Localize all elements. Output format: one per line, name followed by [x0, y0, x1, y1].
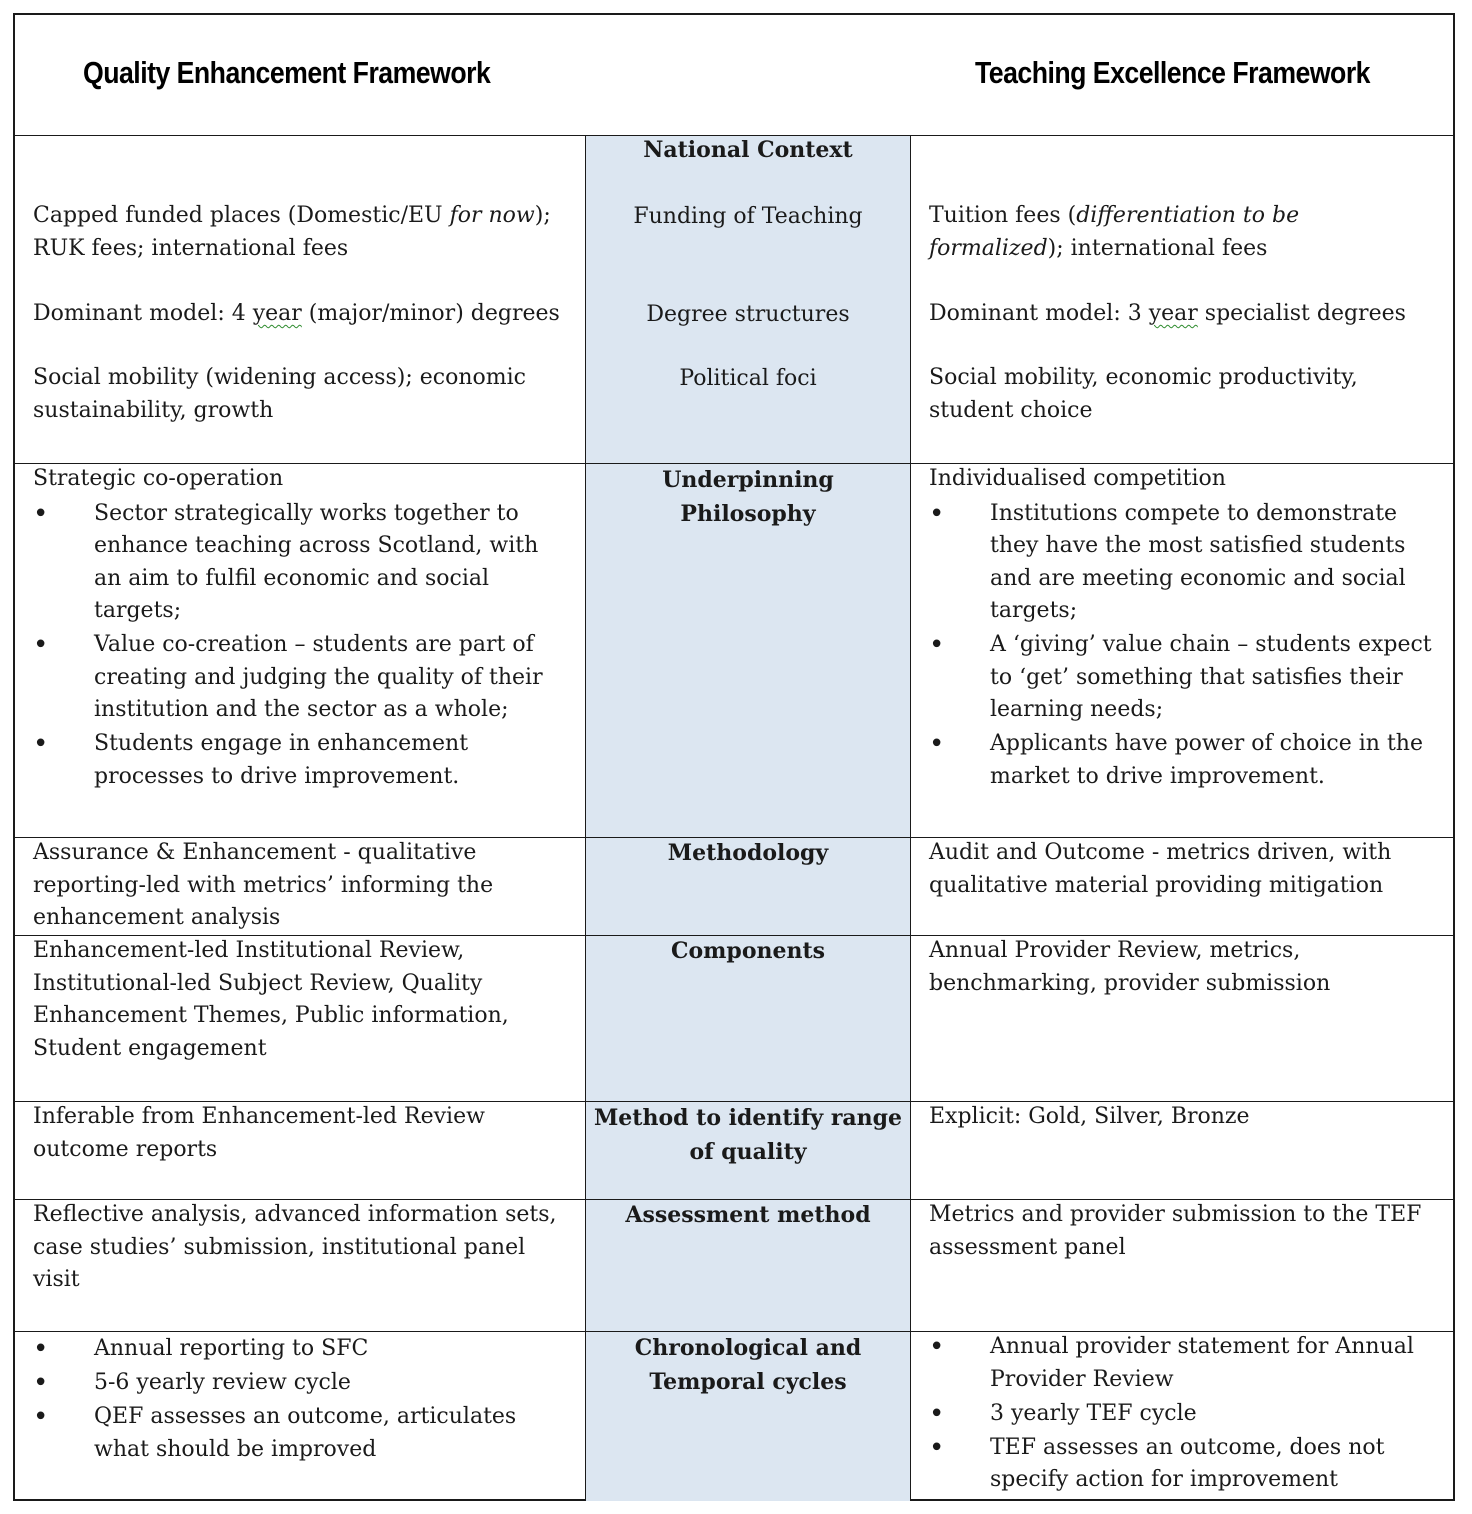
qef-range: Inferable from Enhancement-led Review outcome reports: [33, 1104, 485, 1162]
qef-degree: [33, 298, 593, 331]
comparison-table: [13, 13, 1455, 1501]
tef-funding-fees: ); international fees: [1047, 235, 1268, 261]
qef-philosophy-bullet: • Sector strategically works together to enhance teaching across Scotland, with an aim to fulfil economic and social targets;: [33, 498, 568, 628]
qef-philosophy-bullet: • Value co-creation – students are part of creating and judging the quality of their institution and the sector as a whole;: [33, 629, 568, 727]
tef-degree-text: Dominant model: 3: [929, 301, 1149, 326]
tef-cycles: [929, 1331, 1434, 1498]
assessment-label: Assessment method: [625, 1202, 871, 1228]
qef-political-line-1: Social mobility (widening access); economic: [33, 365, 526, 390]
qef-degree-year: year: [252, 301, 302, 326]
cycles-label-line-1: Chronological and: [634, 1335, 862, 1361]
qef-cycles-bullet: • QEF assesses an outcome, articulates what should be improved: [33, 1401, 573, 1466]
tef-philosophy-bullet: • Institutions compete to demonstrate they have the most satisfied students and are meeting economic and social targets;: [929, 498, 1434, 628]
qef-philosophy: [33, 463, 568, 795]
range-label-line-2: of quality: [689, 1139, 807, 1165]
tef-funding-italic-2: formalized: [929, 235, 1048, 261]
tef-philosophy-bullet: • Applicants have power of choice in the market to drive improvement.: [929, 728, 1434, 793]
range-label-line-1: Method to identify range: [593, 1105, 903, 1131]
tef-philosophy-bullet: • A ‘giving’ value chain – students expect to ‘get’ something that satisfies their learning needs;: [929, 629, 1434, 727]
qef-political-line-2: sustainability, growth: [33, 397, 274, 423]
qef-funding-text: Capped funded places (Domestic/EU: [33, 203, 450, 228]
qef-methodology: Assurance & Enhancement - qualitative reporting-led with metrics’ informing the enhancement analysis: [33, 840, 494, 930]
tef-cycles-bullet: • TEF assesses an outcome, does not specify action for improvement: [929, 1432, 1434, 1497]
qef-degree-text-end: (major/minor) degrees: [301, 301, 560, 326]
philosophy-label: [585, 463, 911, 531]
cycles-label-line-2: Temporal cycles: [649, 1369, 847, 1395]
qef-funding: [33, 200, 593, 265]
tef-column-title: Teaching Excellence Framework: [975, 55, 1370, 90]
tef-funding-text: Tuition fees (: [929, 203, 1077, 228]
tef-assessment: Metrics and provider submission to the TEF assessment panel: [929, 1202, 1422, 1260]
qef-cycles: [33, 1333, 573, 1468]
qef-funding-italic: for now: [449, 203, 535, 228]
tef-philosophy-heading: Individualised competition: [929, 466, 1226, 491]
tef-political-line-1: Social mobility, economic productivity,: [929, 365, 1358, 390]
tef-funding: [929, 200, 1449, 265]
tef-political: [929, 362, 1449, 427]
qef-philosophy-heading: Strategic co-operation: [33, 466, 284, 491]
tef-cycles-bullet: • 3 yearly TEF cycle: [929, 1398, 1434, 1431]
qef-cycles-bullet: • 5-6 yearly review cycle: [33, 1367, 573, 1400]
tef-degree-year: year: [1148, 301, 1198, 326]
tef-components: Annual Provider Review, metrics, benchmarking, provider submission: [929, 938, 1331, 996]
criteria-column: [585, 136, 911, 1501]
qef-philosophy-bullet: • Students engage in enhancement processes to drive improvement.: [33, 728, 568, 793]
funding-label: Funding of Teaching: [633, 204, 863, 229]
qef-funding-fees: RUK fees; international fees: [33, 235, 349, 261]
tef-degree-text-end: specialist degrees: [1197, 301, 1406, 326]
qef-column-title: Quality Enhancement Framework: [83, 55, 491, 90]
philosophy-label-line-2: Philosophy: [680, 501, 816, 527]
national-context-label: National Context: [643, 137, 853, 163]
tef-cycles-bullet: • Annual provider statement for Annual Provider Review: [929, 1331, 1434, 1396]
tef-range: Explicit: Gold, Silver, Bronze: [929, 1104, 1250, 1129]
political-foci-label: Political foci: [679, 366, 817, 391]
qef-components: Enhancement-led Institutional Review, Institutional-led Subject Review, Quality Enhancement Themes, Public information, Student engagement: [33, 938, 509, 1061]
philosophy-label-line-1: Underpinning: [662, 467, 834, 493]
tef-philosophy: [929, 463, 1434, 795]
qef-political: [33, 362, 593, 427]
range-label: [585, 1101, 911, 1169]
qef-cycles-bullet: • Annual reporting to SFC: [33, 1333, 573, 1366]
tef-political-line-2: student choice: [929, 397, 1093, 423]
qef-degree-text: Dominant model: 4: [33, 301, 253, 326]
qef-assessment: Reflective analysis, advanced information sets, case studies’ submission, institutional panel visit: [33, 1202, 557, 1292]
cycles-label: [585, 1331, 911, 1399]
tef-methodology: Audit and Outcome - metrics driven, with qualitative material providing mitigation: [929, 840, 1392, 898]
degree-structures-label: Degree structures: [646, 302, 850, 327]
components-label: Components: [670, 938, 826, 964]
tef-degree: [929, 298, 1449, 331]
tef-funding-italic: differentiation to be: [1076, 203, 1300, 228]
methodology-label: Methodology: [667, 840, 829, 866]
qef-funding-text-end: );: [534, 203, 551, 228]
